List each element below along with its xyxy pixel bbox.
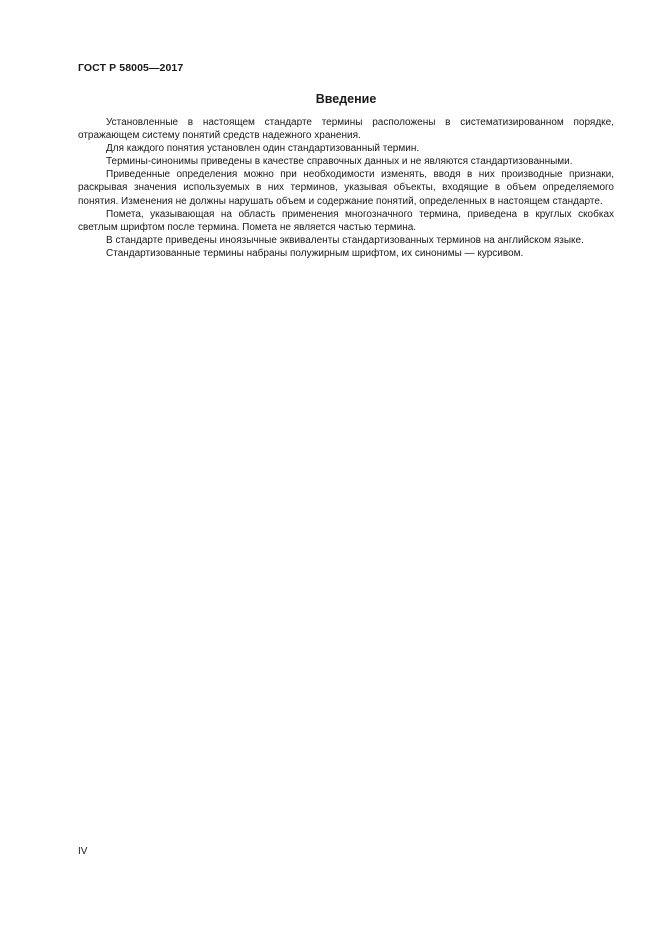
- paragraph: Термины-синонимы приведены в качестве справочных данных и не являются стандартизованными.: [106, 156, 573, 168]
- paragraph: Для каждого понятия установлен один стандартизованный термин.: [106, 143, 420, 155]
- paragraph: Стандартизованные термины набраны полужирным шрифтом, их синонимы — курсивом.: [106, 247, 524, 259]
- standard-header: ГОСТ Р 58005—2017: [78, 62, 184, 74]
- paragraph: Приведенные определения можно при необходимости изменять, вводя в них производные признаки, раскрывая значения используемых в них терминов, указывая объекты, входящие в объем определяемого понятия. Изменения не должны нарушать объем и содержание понятий, определенных в настоящем стандарте.: [78, 169, 614, 207]
- page-number: IV: [78, 846, 88, 857]
- paragraph: Помета, указывающая на область применения многозначного термина, приведена в круглых скобках светлым шрифтом после термина. Помета не является частью термина.: [78, 208, 614, 233]
- paragraph: В стандарте приведены иноязычные эквиваленты стандартизованных терминов на английском языке.: [106, 234, 584, 246]
- paragraph: Установленные в настоящем стандарте термины расположены в систематизированном порядке, отражающем систему понятий средств надежного хранения.: [78, 117, 614, 142]
- section-title: Введение: [315, 92, 377, 106]
- introduction-body: [78, 116, 614, 260]
